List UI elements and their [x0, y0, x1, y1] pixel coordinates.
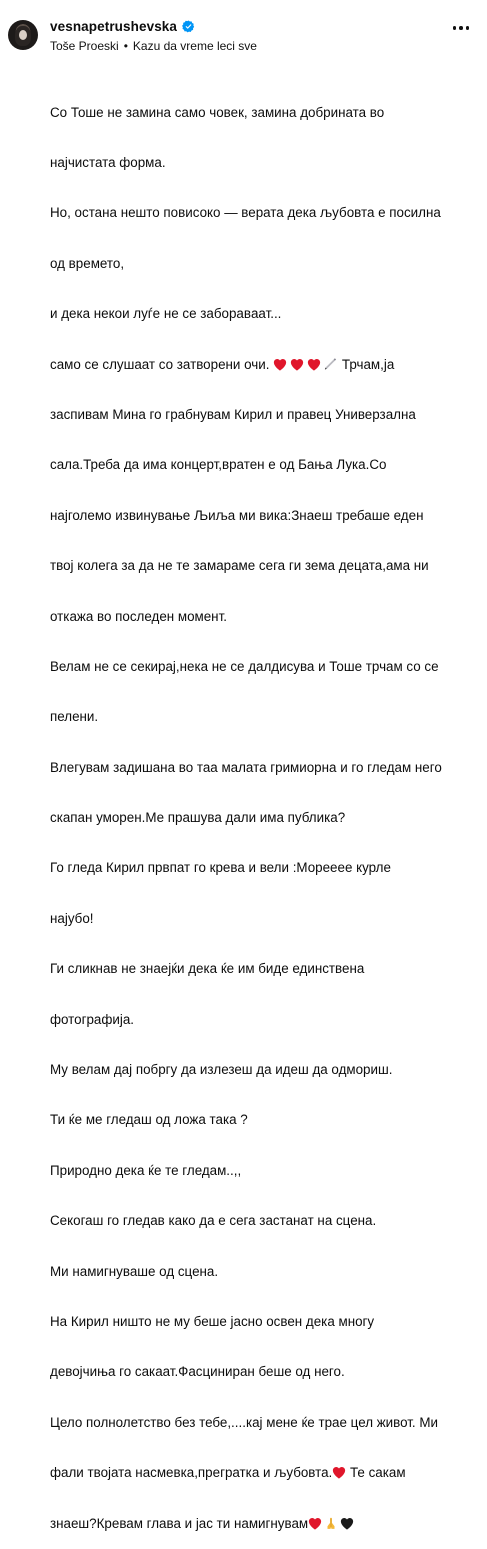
caption-line: Секогаш го гледав како да е сега застанат на сцена. [50, 1213, 377, 1229]
verified-badge-icon [182, 20, 195, 33]
caption-text: Трчам,ја [338, 356, 395, 372]
caption-line: и дека некои луѓе не се заборавaат... [50, 306, 282, 322]
caption-line: Цело полнолетство без тебе,....кај мене ќе трае цел живот. Ми [50, 1414, 439, 1430]
caption-line: од времето, [50, 255, 125, 271]
caption-text: Те сакам [346, 1465, 406, 1481]
caption-line: Но, остана нешто повисоко — верата дека љубовта е посилна [50, 205, 441, 221]
caption-line: Влегувам задишана во таа малата гримиорна и го гледам него [50, 759, 442, 775]
audio-track[interactable]: Kazu da vreme leci sve [132, 39, 257, 53]
audio-artist[interactable]: Toše Proeski [50, 39, 119, 53]
caption-line [50, 1465, 470, 1482]
caption-line: Ти ќе ме гледаш од ложа така ? [50, 1112, 248, 1128]
post-header [0, 0, 487, 70]
caption-text: знаеш?Кревам глава и јас ти намигнувам [50, 1515, 309, 1531]
caption-line: пелени. [50, 709, 99, 725]
red-heart-icon [307, 358, 321, 371]
red-heart-icon [273, 358, 287, 371]
caption-line: Го гледа Кирил првпат го крева и вели :Мореееe курле [50, 860, 391, 876]
caption-line: Велам не се секирај,нека не се далдисува и Тоше трчам со се [50, 658, 439, 674]
more-dot [466, 26, 470, 30]
caption-line: Ги сликнав не знаејќи дека ќе им биде единствена [50, 961, 365, 977]
username-row [50, 19, 195, 34]
red-heart-icon [290, 358, 304, 371]
avatar[interactable] [8, 20, 38, 50]
caption-line: Му велам дај побргу да излезеш да идеш да одмориш. [50, 1062, 393, 1078]
more-dot [459, 26, 463, 30]
caption-line: Со Тоше не замина само човек, замина добрината во [50, 104, 385, 120]
black-heart-icon [340, 1517, 354, 1530]
audio-attribution[interactable] [50, 39, 257, 53]
caption-line [50, 1516, 470, 1533]
caption-line: фотографија. [50, 1011, 135, 1027]
caption-line: најчистата форма. [50, 154, 166, 170]
caption-text: само се слушаат со затворени очи. [50, 356, 270, 372]
caption-line: заспивам Мина го грабнувам Кирил и правец Универзална [50, 406, 416, 422]
caption-line: сала.Треба да има концерт,вратен е од Бања Лука.Со [50, 457, 387, 473]
audio-separator: • [123, 39, 128, 53]
caption-line: девојчиња го сакаат.Фасциниран беше од него. [50, 1364, 345, 1380]
more-options-icon[interactable] [453, 26, 470, 30]
post-caption [50, 71, 470, 1549]
caption-line: скапан уморен.Ме прашува дали има публика? [50, 810, 346, 826]
caption-line: Природно дека ќе те гледам..,, [50, 1162, 242, 1178]
folded-hands-icon [324, 1516, 338, 1530]
caption-line [50, 357, 470, 374]
username-link[interactable]: vesnapetrushevska [50, 19, 178, 34]
more-dot [453, 26, 457, 30]
caption-line: твој колега за да не те замараме сега ги зема децата,ама ни [50, 558, 429, 574]
caption-text: фали твојата насмевка,прегратка и љубовта. [50, 1465, 333, 1481]
caption-line: Ми намигнуваше од сцена. [50, 1263, 219, 1279]
red-heart-icon [332, 1466, 346, 1479]
caption-line: откажа во последен момент. [50, 608, 227, 624]
pencil-icon [323, 358, 338, 371]
red-heart-icon [308, 1517, 322, 1530]
caption-line: најголемо извинување Љиља ми вика:Знаеш требаше еден [50, 507, 424, 523]
avatar-face [19, 30, 27, 40]
caption-line: На Кирил ништо не му беше јасно освен дека многу [50, 1313, 375, 1329]
caption-line: најубо! [50, 910, 94, 926]
